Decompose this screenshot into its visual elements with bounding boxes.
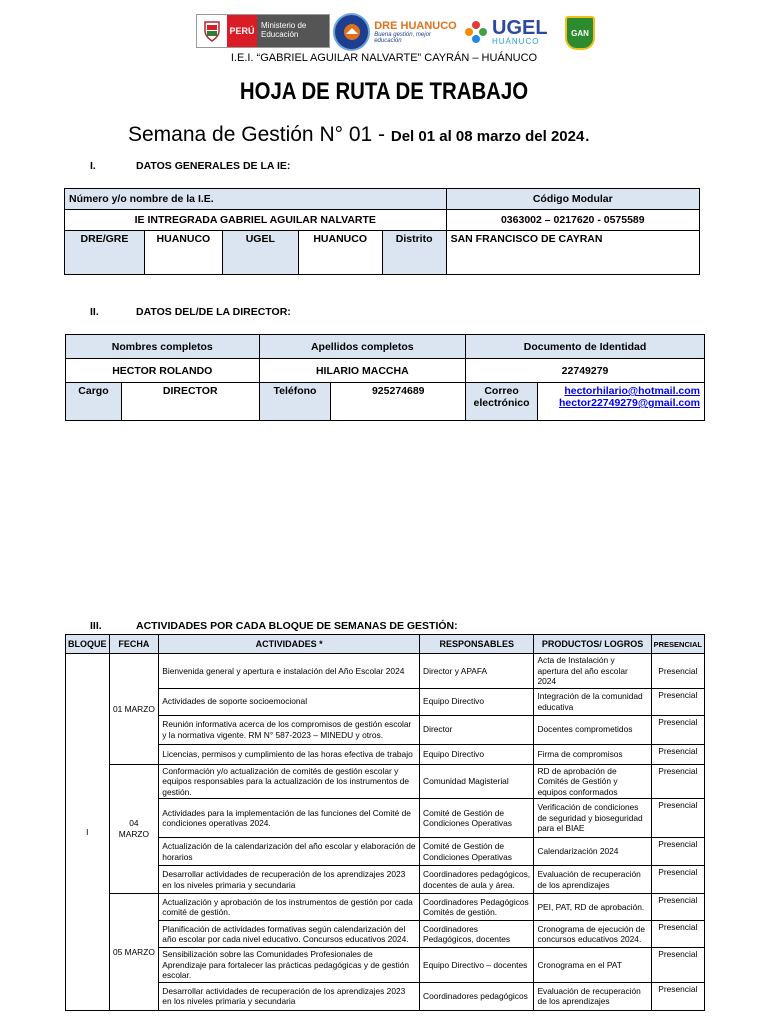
section-label: DATOS DEL/DE LA DIRECTOR:	[136, 306, 291, 318]
activity-cell: Desarrollar actividades de recuperación de los aprendizajes 2023 en los niveles primaria y secundaria	[159, 866, 420, 894]
email-label	[466, 383, 538, 421]
product-cell: Evaluación de recuperación de los aprendizajes	[534, 866, 651, 894]
section-3-heading	[90, 620, 458, 632]
mode-cell: Presencial	[651, 715, 704, 744]
doc-header: Documento de Identidad	[466, 335, 705, 359]
activity-cell: Bienvenida general y apertura e instalación del Año Escolar 2024	[159, 654, 420, 689]
page-title: HOJA DE RUTA DE TRABAJO	[239, 78, 529, 105]
fecha-cell: 01 MARZO	[109, 654, 159, 765]
mode-cell: Presencial	[651, 688, 704, 715]
table-row	[66, 838, 705, 866]
col-header-bloque: BLOQUE	[66, 635, 110, 654]
subtitle-period: .	[584, 123, 591, 146]
minedu-label: Ministerio de Educación	[257, 15, 329, 47]
peru-label: PERÚ	[227, 15, 257, 47]
ie-name-header: Número y/o nombre de la I.E.	[65, 189, 447, 210]
col-header-fecha: FECHA	[109, 635, 159, 654]
peru-shield-icon	[197, 15, 227, 47]
distrito-label: Distrito	[382, 231, 446, 275]
section-2-heading	[90, 306, 291, 318]
table-row	[66, 799, 705, 838]
dre-label: DRE/GRE	[65, 231, 145, 275]
school-line: I.E.I. “GABRIEL AGUILAR NALVARTE” CAYRÁN – HUÁNUCO	[230, 52, 538, 64]
dre-value: HUANUCO	[144, 231, 222, 275]
table-row	[66, 744, 705, 764]
section-1-heading	[90, 160, 290, 172]
ugel-flower-icon	[463, 19, 489, 45]
email-label-line1: Correo	[484, 385, 519, 397]
table-row	[66, 688, 705, 715]
table-row	[66, 866, 705, 894]
responsible-cell: Coordinadores pedagógicos, docentes de aula y área.	[420, 866, 534, 894]
product-cell: Integración de la comunidad educativa	[534, 688, 651, 715]
fecha-cell	[109, 764, 159, 894]
activity-cell: Actualización de la calendarización del año escolar y elaboración de horarios	[159, 838, 420, 866]
section-number: II.	[90, 306, 99, 318]
ugel-name: UGEL	[492, 16, 548, 39]
ugel-label: UGEL	[222, 231, 298, 275]
table-row	[66, 715, 705, 744]
subtitle-dates: Del 01 al 08 marzo del 2024	[390, 128, 585, 145]
email-values	[538, 383, 705, 421]
bloque-cell: I	[66, 654, 110, 1011]
cargo-label: Cargo	[66, 383, 122, 421]
mode-cell: Presencial	[651, 838, 704, 866]
responsible-cell: Equipo Directivo	[420, 688, 534, 715]
director-surnames: HILARIO MACCHA	[259, 359, 466, 383]
responsible-cell: Director y APAFA	[420, 654, 534, 689]
activity-cell: Desarrollar actividades de recuperación de los aprendizajes 2023 en los niveles primaria y secundaria	[159, 982, 420, 1010]
mode-cell: Presencial	[651, 654, 704, 689]
director-names: HECTOR ROLANDO	[66, 359, 260, 383]
subtitle	[128, 123, 590, 147]
activities-table	[65, 634, 705, 1011]
responsible-cell: Coordinadores pedagógicos	[420, 982, 534, 1010]
mode-cell: Presencial	[651, 921, 704, 948]
mode-cell: Presencial	[651, 866, 704, 894]
product-cell: Verificación de condiciones de seguridad y bioseguridad para el BIAE	[534, 799, 651, 838]
director-doc: 22749279	[466, 359, 705, 383]
product-cell: Evaluación de recuperación de los aprendizajes	[534, 982, 651, 1010]
product-cell: PEI, PAT, RD de aprobación.	[534, 894, 651, 921]
ugel-logo	[463, 14, 555, 50]
section-number: I.	[90, 160, 96, 172]
distrito-value: SAN FRANCISCO DE CAYRAN	[446, 231, 699, 275]
activity-cell: Licencias, permisos y cumplimiento de las horas efectiva de trabajo	[159, 744, 420, 764]
mode-cell: Presencial	[651, 799, 704, 838]
col-header-responsables: RESPONSABLES	[420, 635, 534, 654]
table-row	[66, 948, 705, 983]
product-cell: Cronograma de ejecución de concursos educativos 2024.	[534, 921, 651, 948]
director-table	[65, 334, 705, 421]
product-cell: Cronograma en el PAT	[534, 948, 651, 983]
section-label: DATOS GENERALES DE LA IE:	[136, 160, 291, 172]
dre-logo	[333, 14, 458, 50]
product-cell: Acta de Instalación y apertura del año escolar 2024	[534, 654, 651, 689]
minedu-logo	[196, 14, 330, 48]
email-link-hotmail[interactable]: hectorhilario@hotmail.com	[564, 385, 700, 397]
table-row	[66, 654, 705, 689]
product-cell: Firma de compromisos	[534, 744, 651, 764]
col-header-productos: PRODUCTOS/ LOGROS	[534, 635, 651, 654]
mode-cell: Presencial	[651, 894, 704, 921]
mode-cell: Presencial	[651, 744, 704, 764]
activity-cell: Actividades para la implementación de las funciones del Comité de condiciones operativas 2024.	[159, 799, 420, 838]
names-header: Nombres completos	[66, 335, 260, 359]
cargo-value: DIRECTOR	[121, 383, 259, 421]
email-link-gmail[interactable]: hector22749279@gmail.com	[559, 397, 700, 409]
activity-cell: Conformación y/o actualización de comités de gestión escolar y equipos responsables para la actualización de los instrumentos de gestión.	[159, 764, 420, 799]
activity-cell: Reunión informativa acerca de los compromisos de gestión escolar y la normativa vigente. RM N° 587-2023 – MINEDU y otros.	[159, 715, 420, 744]
table-row	[66, 764, 705, 799]
responsible-cell: Director	[420, 715, 534, 744]
phone-value: 925274689	[331, 383, 466, 421]
mode-cell: Presencial	[651, 948, 704, 983]
mode-cell: Presencial	[651, 982, 704, 1010]
col-header-actividades: ACTIVIDADES *	[159, 635, 420, 654]
email-label-line2: electrónico	[473, 397, 530, 409]
product-cell: RD de aprobación de Comités de Gestión y equipos conformados	[534, 764, 651, 799]
responsible-cell: Coordinadores Pedagógicos, docentes	[420, 921, 534, 948]
responsible-cell: Comité de Gestión de Condiciones Operativas	[420, 838, 534, 866]
ie-codes: 0363002 – 0217620 - 0575589	[446, 210, 699, 231]
dre-slogan: Buena gestión, mejor educación	[374, 32, 431, 44]
ie-data-table	[64, 188, 700, 275]
mode-cell: Presencial	[651, 764, 704, 799]
col-header-presencial: PRESENCIAL	[651, 635, 704, 654]
dre-name: DRE HUANUCO	[374, 20, 457, 32]
gan-crest: GAN	[565, 16, 595, 50]
ugel-sub: HUÁNUCO	[492, 36, 540, 46]
fecha-cell: 05 MARZO	[109, 894, 159, 1011]
ie-name: IE INTREGRADA GABRIEL AGUILAR NALVARTE	[65, 210, 447, 231]
section-label: ACTIVIDADES POR CADA BLOQUE DE SEMANAS DE GESTIÓN:	[136, 620, 458, 632]
table-row	[66, 982, 705, 1010]
product-cell: Calendarización 2024	[534, 838, 651, 866]
phone-label: Teléfono	[259, 383, 331, 421]
activity-cell: Planificación de actividades formativas según calendarización del año escolar por cada nivel educativo. Concursos educativos 2024.	[159, 921, 420, 948]
subtitle-week: Semana de Gestión N° 01 -	[128, 123, 391, 146]
surnames-header: Apellidos completos	[259, 335, 466, 359]
ie-code-header: Código Modular	[446, 189, 699, 210]
product-cell: Docentes comprometidos	[534, 715, 651, 744]
responsible-cell: Equipo Directivo	[420, 744, 534, 764]
ugel-value: HUANUCO	[298, 231, 382, 275]
fecha-month: MARZO	[118, 828, 150, 839]
responsible-cell: Comité de Gestión de Condiciones Operativas	[420, 799, 534, 838]
responsible-cell: Comunidad Magisterial	[420, 764, 534, 799]
fecha-day: 04	[129, 818, 139, 829]
activity-cell: Actividades de soporte socioemocional	[159, 688, 420, 715]
responsible-cell: Equipo Directivo – docentes	[420, 948, 534, 983]
activity-cell: Sensibilización sobre las Comunidades Profesionales de Aprendizaje para fortalecer las prácticas pedagógicas y de gestión escolar.	[159, 948, 420, 983]
activity-cell: Actualización y aprobación de los instrumentos de gestión por cada comité de gestión.	[159, 894, 420, 921]
dre-seal-icon	[333, 13, 370, 51]
table-row	[66, 921, 705, 948]
responsible-cell: Coordinadores Pedagógicos Comités de gestión.	[420, 894, 534, 921]
table-row	[66, 894, 705, 921]
section-number: III.	[90, 620, 102, 632]
